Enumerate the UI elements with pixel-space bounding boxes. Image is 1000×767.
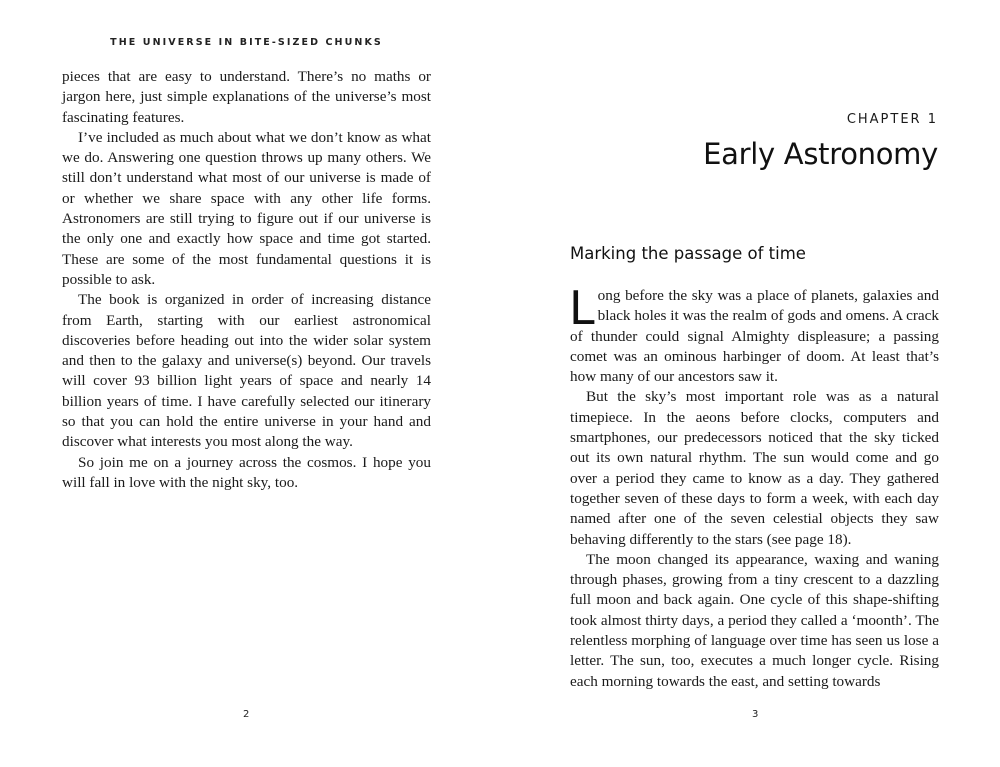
opening-paragraph <box>569 281 939 387</box>
paragraph: I’ve included as much about what we don’t know as what we do. Answering one question throws up many others. We still don’t understand what most of our universe is made of or whether we share space with any other life forms. Astronomers are still trying to figure out if our universe is the only one and exactly how space and time got started. These are some of the most fundamental questions it is possible to ask. <box>62 128 431 288</box>
paragraph: So join me on a journey across the cosmos. I hope you will fall in love with the night sky, too. <box>62 453 431 491</box>
paragraph: But the sky’s most important role was as a natural timepiece. In the aeons before clocks, computers and smartphones, our predecessors noticed that the sky ticked out its own natural rhythm. The sun would come and go over a period they came to know as a day. They gathered together seven of these days to form a week, with each day named after one of the seven celestial objects they saw behaving differently to the stars (see page 18). <box>570 388 939 548</box>
paragraph: The book is organized in order of increasing distance from Earth, starting with our earliest astronomical discoveries before heading out into the wider solar system and then to the galaxy and universe(s) beyond. Our travels will cover 93 billion light years of space and nearly 14 billion years of time. I have carefully selected our itinerary so that you can hold the entire universe in your hand and discover what interests you most along the way. <box>62 291 431 451</box>
opening-paragraph-text: ong before the sky was a place of planets, galaxies and black holes it was the realm of gods and omens. A crack of thunder could signal Almighty displeasure; a passing comet was an ominous harbinger of doom. At least that’s how many of our ancestors saw it. <box>570 287 939 386</box>
section-heading: Marking the passage of time <box>570 244 806 263</box>
right-page-body <box>569 281 939 692</box>
paragraph: The moon changed its appearance, waxing and waning through phases, growing from a tiny crescent to a dazzling full moon and back again. One cycle of this shape-shifting took almost thirty days, a period they called a ‘moonth’. The relentless morphing of language over time has seen us lose a letter. The sun, too, executes a much longer cycle. Rising each morning towards the east, and setting towards <box>570 550 939 690</box>
chapter-title: Early Astronomy <box>703 137 938 171</box>
left-page-body <box>62 67 431 493</box>
chapter-label: CHAPTER 1 <box>846 112 938 127</box>
drop-cap: L <box>569 281 595 335</box>
right-page <box>500 0 1000 767</box>
paragraph: pieces that are easy to understand. There’s no maths or jargon here, just simple explanations of the universe’s most fascinating features. <box>62 68 431 126</box>
page-number: 2 <box>243 709 250 720</box>
running-head: THE UNIVERSE IN BITE-SIZED CHUNKS <box>110 37 383 48</box>
page-number: 3 <box>752 709 759 720</box>
